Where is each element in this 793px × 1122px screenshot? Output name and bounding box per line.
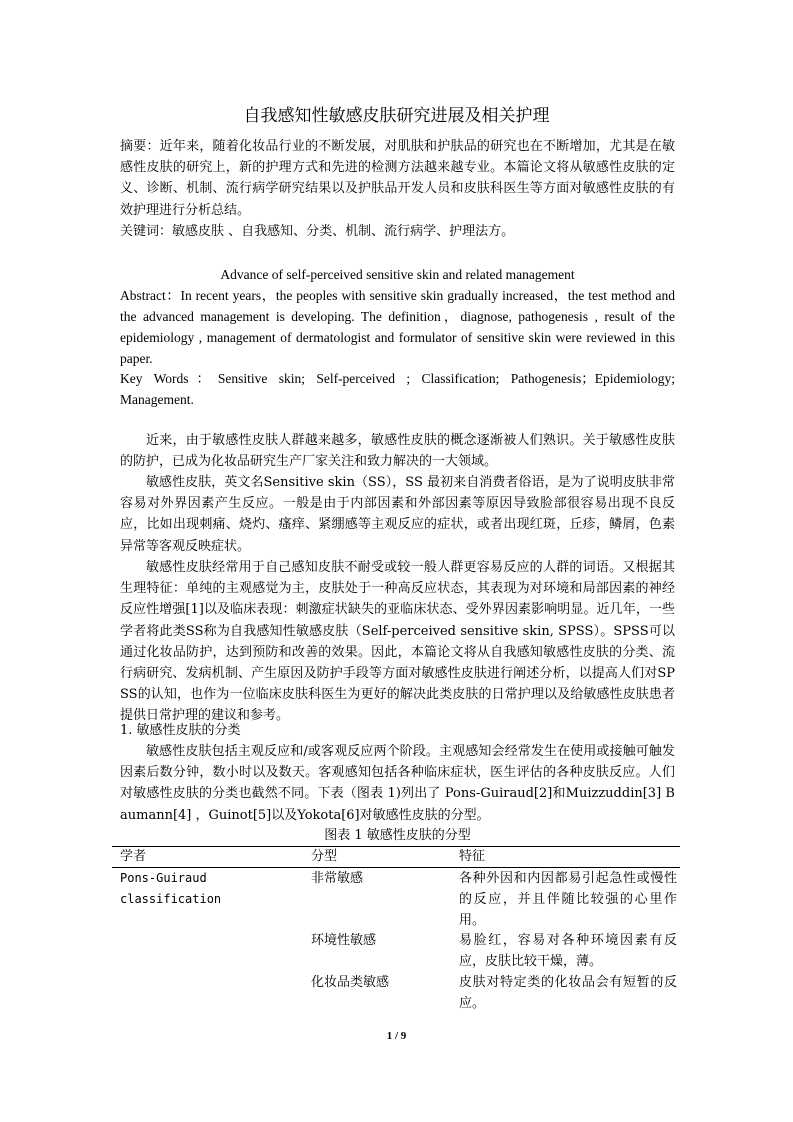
english-title: Advance of self-perceived sensitive skin and related management [220, 267, 575, 282]
table-cell-type: 非常敏感 [311, 871, 364, 886]
table-header-scholar: 学者 [120, 849, 147, 864]
abstract-cn: 摘要：近年来，随着化妆品行业的不断发展，对肌肤和护肤品的研究也在不断增加，尤其是在敏感性皮肤的研究上，新的护理方式和先进的检测方法越来越专业。本篇论文将从敏感性皮肤的定义、诊断、机制、流行病学研究结果以及护肤品开发人员和皮肤科医生等方面对敏感性皮肤的有效护理进行分析总结。 [120, 139, 675, 218]
table-cell-type: 环境性敏感 [311, 933, 377, 948]
table-top-rule [112, 846, 680, 847]
intro-paragraph-2: 敏感性皮肤，英文名Sensitive skin（SS），SS 最初来自消费者俗语，是为了说明皮肤非常容易对外界因素产生反应。一般是由于内部因素和外部因素等原因导致脸部很容易出现不良反应，比如出现刺痛、烧灼、瘙痒、紧绷感等主观反应的症状，或者出现红斑，丘疹，鳞屑，色素异常等客观反映症状。 [120, 475, 675, 554]
intro-paragraph-3: 敏感性皮肤经常用于自己感知皮肤不耐受或较一般人群更容易反应的人群的词语。又根据其生理特征：单纯的主观感觉为主，皮肤处于一种高反应状态，其表现为对环境和局部因素的神经反应性增强[1]以及临床表现：刺激症状缺失的亚临床状态、受外界因素影响明显。近几年，一些学者将此类SS称为自我感知性敏感皮肤（Self-perceived sensitive skin, SPSS）。SPSS可以通过化妆品防护，达到预防和改善的效果。因此，本篇论文将从自我感知敏感性皮肤的分类、流行病研究、发病机制、产生原因及防护手段等方面对敏感性皮肤进行阐述分析，以提高人们对SPSS的认知，也作为一位临床皮肤科医生为更好的解决此类皮肤的日常护理以及给敏感性皮肤患者提供日常护理的建议和参考。 [120, 560, 675, 724]
intro-paragraph-1: 近来，由于敏感性皮肤人群越来越多，敏感性皮肤的概念逐渐被人们熟识。关于敏感性皮肤的防护，已成为化妆品研究生产厂家关注和致力解决的一大领域。 [120, 433, 675, 470]
table-cell-feature: 各种外因和内因都易引起急性或慢性的反应，并且伴随比较强的心里作用。 [459, 871, 677, 928]
table-header-feature: 特征 [459, 849, 486, 864]
paper-title: 自我感知性敏感皮肤研究进展及相关护理 [243, 106, 550, 126]
abstract-en: Abstract：In recent years，the peoples with sensitive skin gradually increased，the test method and the advanced management is developing. The definition，diagnose, pathogenesis , result of the epidemiology , management of dermatologist and formulator of sensitive skin were reviewed in this paper. [120, 288, 675, 366]
table-cell-scholar: Pons-Guiraud classification [120, 871, 222, 906]
section-heading-1: 1. 敏感性皮肤的分类 [120, 723, 241, 738]
keywords-en: Key Words：Sensitive skin; Self-perceived ; Classification; Pathogenesis；Epidemiology; Management. [120, 371, 675, 407]
keywords-cn: 关键词：敏感皮肤 、自我感知、分类、机制、流行病学、护理法方。 [120, 224, 515, 239]
page-number: 1 / 9 [386, 1030, 407, 1042]
table-cell-feature: 易脸红，容易对各种环境因素有反应，皮肤比较干燥，薄。 [459, 933, 677, 969]
section-1-paragraph: 敏感性皮肤包括主观反应和/或客观反应两个阶段。主观感知会经常发生在使用或接触可触发因素后数分钟，数小时以及数天。客观感知包括各种临床症状，医生评估的各种皮肤反应。人们对敏感性皮肤的分类也截然不同。下表（图表 1)列出了 Pons-Guiraud[2]和Muizzuddin[3] Baumann[4] ，Guinot[5]以及Yokota[6]对敏感性皮肤的分型。 [120, 744, 675, 823]
table-cell-feature: 皮肤对特定类的化妆品会有短暂的反应。 [459, 975, 677, 1011]
table-cell-type: 化妆品类敏感 [311, 975, 390, 990]
table-header-type: 分型 [311, 849, 338, 864]
table-caption: 图表 1 敏感性皮肤的分型 [324, 828, 471, 843]
